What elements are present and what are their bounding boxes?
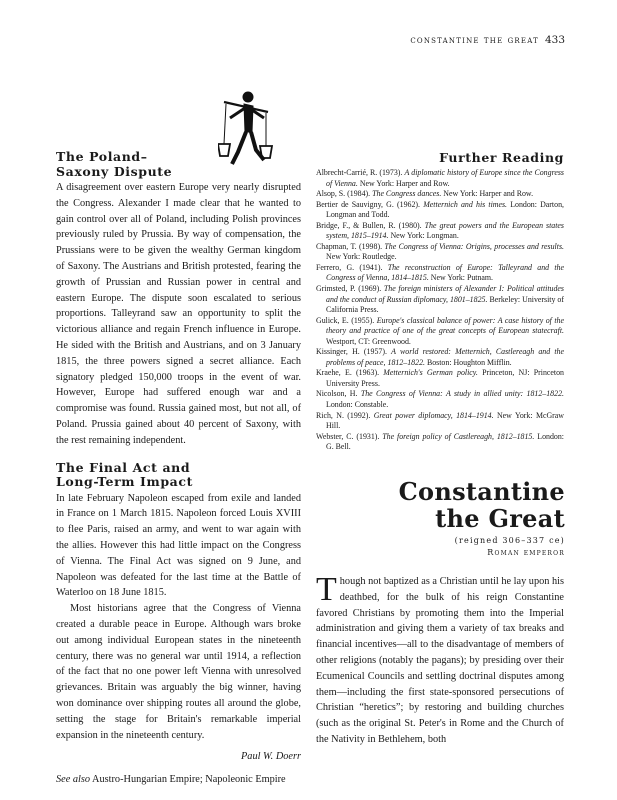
title-line: Constantine [398,477,565,506]
running-head [410,34,565,46]
reference-author: Alsop, S. (1984). [316,189,373,199]
paragraph-final-2: Most historians agree that the Congress of Vienna created a durable peace in Europe. Although wars broke out among individual European states in the nineteenth century, there was no general war until 1914, a reflection of the fact that no one power left Vienna with unresolved grievances. Britain was arguably the big winner, having won dominance over shipping routes all around the globe, setting the stage for Britain's remarkable imperial expansion in the nineteenth century. [56,603,301,741]
reference-item [316,347,564,368]
reference-author: Kissinger, H. (1957). [316,347,392,357]
reference-item [316,389,564,410]
reference-item [316,284,564,316]
reference-item [316,411,564,432]
see-also-links[interactable]: Austro-Hungarian Empire; Napoleonic Empire [92,774,286,786]
reference-title: Metternich and his times. [423,199,508,209]
reference-item [316,432,564,453]
reference-title: Metternich's German policy. [383,368,478,378]
reference-author: Ferrero, G. (1941). [316,262,388,272]
reference-title: The reconstruction of Europe: Talleyrand and the Congress of Vienna, 1814–1815. [326,262,564,283]
page-number: 433 [544,34,565,46]
reign-dates: (reigned 306–337 ce) [454,536,565,545]
reference-author: Bridge, F., & Bullen, R. (1980). [316,220,425,230]
reference-title: Great power diplomacy, 1814–1914. [373,410,494,420]
reference-title: A diplomatic history of Europe since the Congress of Vienna. [326,168,564,188]
subject-role: Roman emperor [487,548,565,557]
article-title-block [399,478,565,557]
reference-publisher: New York: Harper and Row. [357,178,450,188]
heading-line: Saxony Dispute [56,163,173,179]
reference-publisher: Princeton, NJ: Princeton University Press. [326,368,564,388]
reference-title: The Congress dances. [372,189,442,199]
drop-cap: T [316,571,337,608]
reference-title: The great powers and the European states system, 1815–1914. [326,220,564,241]
running-head-title: constantine the great [410,35,539,46]
heading-line: The Poland– [56,149,148,164]
reference-title: The Congress of Vienna: Origins, processes and results. [384,241,564,251]
reference-publisher: Boston: Houghton Mifflin. [424,357,512,367]
article-title [399,478,565,532]
reference-author: Kraehe, E. (1963). [316,368,384,378]
reference-publisher: New York: Longman. [388,231,459,241]
see-also [56,774,301,785]
reference-publisher: New York: Harper and Row. [441,189,534,199]
reference-item [316,242,564,263]
section-heading-poland [56,150,301,179]
reference-author: Gulick, E. (1955). [316,315,377,325]
reference-author: Rich, N. (1992). [316,410,374,420]
reference-title: The Congress of Vienna: A study in allied unity: 1812–1822. [360,389,564,399]
reference-publisher: New York: Routledge. [326,252,397,262]
reference-item [316,263,564,284]
reference-item [316,221,564,242]
reference-item [316,168,564,189]
heading-line: The Final Act and [56,459,191,475]
reference-title: The foreign ministers of Alexander I: Political attitudes and the conduct of Russian diplomacy, 1801–1825. [326,284,564,304]
paragraph-constantine [316,571,564,748]
left-column [56,150,301,785]
reference-publisher: London: Darton, Longman and Todd. [326,199,564,220]
reference-author: Grimsted, P. (1969). [316,284,384,294]
reference-author: Albrecht-Carrié, R. (1973). [316,168,405,177]
reference-author: Bertier de Sauvigny, G. (1962). [316,199,424,209]
reference-publisher: New York: McGraw Hill. [326,410,564,431]
further-reading-heading: Further Reading [439,150,564,165]
reference-title: The foreign policy of Castlereagh, 1812–1815. [382,431,535,441]
paragraph-poland: A disagreement over eastern Europe very nearly disrupted the Congress. Alexander I made clear that he wanted to gain control over all of Poland, including Polish provinces previously ruled by Prussia. By way of compensation, the Prussians were to be given the wealthy German kingdom of Saxony. The Austrians and British protested, fearing the growth of Prussian and Russian power in central and eastern Europe. The dispute soon escalated to serious proportions. Talleyrand saw an opportunity to split the victorious alliance and regain French influence in Europe. He sided with the British and Austrians, and on 3 January 1815, the three powers signed a secret alliance. Each signatory pledged 150,000 troops in the event of war. However, Europe had suffered enough war and a compromise was found. Russia gained most, but not all, of Poland. Prussia gained about 40 percent of Saxony, with the rest remaining independent. [56,182,301,446]
constantine-article-body [316,571,564,748]
reference-publisher: London: G. Bell. [326,431,564,452]
reference-publisher: New York: Putnam. [428,273,494,283]
reference-item [316,368,564,389]
author-name: Paul W. Doerr [241,751,301,763]
right-column [316,150,564,453]
heading-line: Long-Term Impact [56,474,193,490]
reference-item [316,200,564,221]
paragraph-text: hough not baptized as a Christian until he lay upon his deathbed, for the bulk of his reign Constantine favored Christians by promoting them into the Imperial administration and giving them a variety of tax breaks and financial incentives—all to the disadvantage of members of other religions (notably the pagans); by presiding over their Ecumenical Councils and settling doctrinal disputes among them—including the first state-sponsored persecutions of Christian “heretics”; by restoring and building churches (such as the original St. Peter's in Rome and the Church of the Nativity in Bethlehem, both [316,576,564,745]
reference-publisher: London: Constable. [326,400,389,410]
reference-title: Europe's classical balance of power: A case history of the theory and practice of one of the great concepts of European statecraft. [326,315,564,336]
section-heading-final-act [56,461,301,490]
reference-author: Webster, C. (1931). [316,431,383,441]
reference-list [316,168,564,453]
reference-publisher: Westport, CT: Greenwood. [326,336,411,346]
reference-item [316,316,564,348]
see-also-label: See also [56,774,91,786]
reference-author: Nicolson, H. [316,389,361,399]
reference-author: Chapman, T. (1998). [316,241,385,251]
reference-item [316,189,564,200]
reference-publisher: Berkeley: University of California Press. [326,294,564,315]
reference-title: A world restored: Metternich, Castlereagh and the problems of peace, 1812–1822. [326,347,564,367]
paragraph-final-1: In late February Napoleon escaped from exile and landed in France on 1 March 1815. Napoleon forced Louis XVIII to flee Paris, raised an army, and went to war again with the allies. However this had little impact on the Congress of Vienna. The Final Act was signed on 9 June, and Napoleon was defeated for the last time at the Battle of Waterloo on 18 June 1815. [56,492,301,599]
title-line: the Great [435,504,565,533]
